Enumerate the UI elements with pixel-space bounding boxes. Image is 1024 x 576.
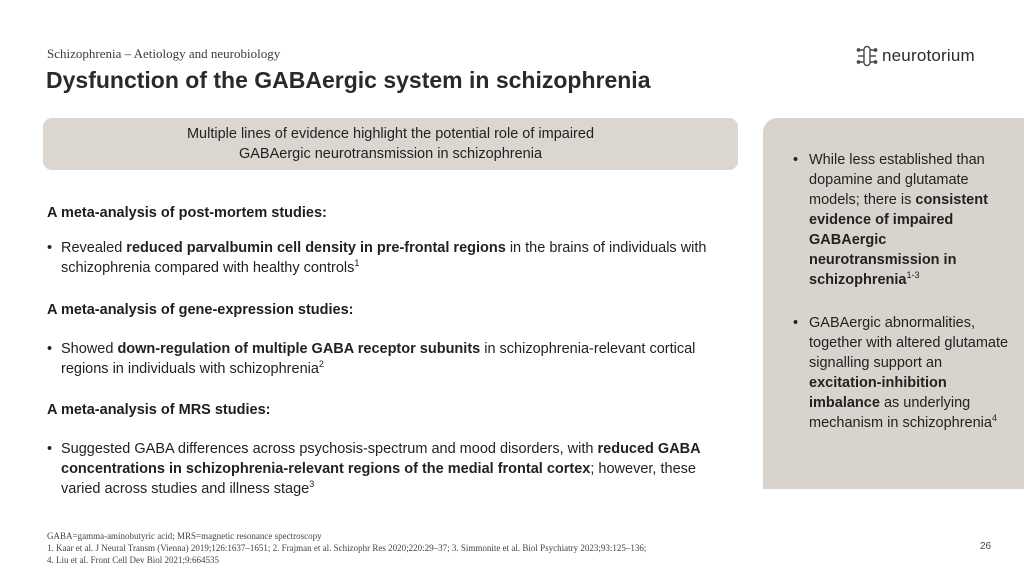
abbreviations-note: GABA=gamma-aminobutyric acid; MRS=magnetic resonance spectroscopy [47, 531, 322, 541]
reference-marker: 2 [318, 359, 324, 370]
section-heading-mrs: A meta-analysis of MRS studies: [47, 402, 271, 418]
bullet-text: GABAergic abnormalities, together with altered glutamate signalling support an [809, 315, 1009, 371]
bullet-text: Suggested GABA differences across psychosis-spectrum and mood disorders, with [61, 441, 598, 457]
key-points-sidebar [763, 118, 1024, 489]
page-number: 26 [980, 541, 992, 552]
references-line: 4. Liu et al. Front Cell Dev Biol 2021;9:664535 [47, 555, 219, 565]
bullet-post-mortem [47, 238, 721, 278]
bullet-emphasis: consistent evidence of impaired GABAergic neurotransmission in schizophrenia [809, 192, 988, 288]
reference-marker: 1 [354, 258, 360, 269]
reference-marker: 1-3 [906, 270, 920, 281]
references-line: 1. Kaar et al. J Neural Transm (Vienna) 2019;126:1637–1651; 2. Frajman et al. Schizophr Res 2020;220:29–37; 3. Simmonite et al. Biol Psychiatry 2023;93:125–136; [47, 543, 647, 553]
reference-marker: 3 [309, 479, 315, 490]
bullet-text: Showed [61, 341, 118, 357]
reference-marker: 4 [991, 413, 997, 424]
bullet-text: as underlying mechanism in schizophrenia [809, 395, 992, 431]
callout-box [43, 118, 738, 170]
bullet-emphasis: excitation-inhibition imbalance [809, 375, 947, 411]
section-kicker: Schizophrenia – Aetiology and neurobiology [47, 46, 281, 61]
bullet-text: in schizophrenia-relevant cortical regions in individuals with schizophrenia [61, 341, 696, 377]
brand-logo [856, 44, 975, 68]
page-title: Dysfunction of the GABAergic system in schizophrenia [46, 67, 651, 93]
neurotorium-logo-icon [856, 45, 878, 67]
bullet-emphasis: down-regulation of multiple GABA receptor subunits [117, 341, 481, 357]
bullet-gene-expression [47, 339, 711, 379]
logo-wordmark: neurotorium [882, 46, 975, 65]
sidebar-bullet-evidence [793, 150, 1009, 290]
bullet-text: ; however, these varied across studies and illness stage [61, 461, 696, 497]
callout-text: Multiple lines of evidence highlight the potential role of impaired GABAergic neurotransmission in schizophrenia [186, 126, 595, 162]
section-heading-post-mortem: A meta-analysis of post-mortem studies: [47, 205, 327, 221]
sidebar-bullet-imbalance [793, 313, 1009, 433]
bullet-text: While less established than dopamine and glutamate models; there is [809, 152, 985, 208]
bullet-text: Revealed [61, 240, 127, 256]
bullet-mrs [47, 439, 721, 499]
bullet-text: in the brains of individuals with schizophrenia compared with healthy controls [61, 240, 707, 276]
bullet-emphasis: reduced parvalbumin cell density in pre-frontal regions [126, 240, 506, 256]
section-heading-gene-expression: A meta-analysis of gene-expression studies: [47, 302, 354, 318]
bullet-emphasis: reduced GABA concentrations in schizophrenia-relevant regions of the medial frontal cortex [61, 441, 701, 477]
footnotes [47, 530, 947, 566]
